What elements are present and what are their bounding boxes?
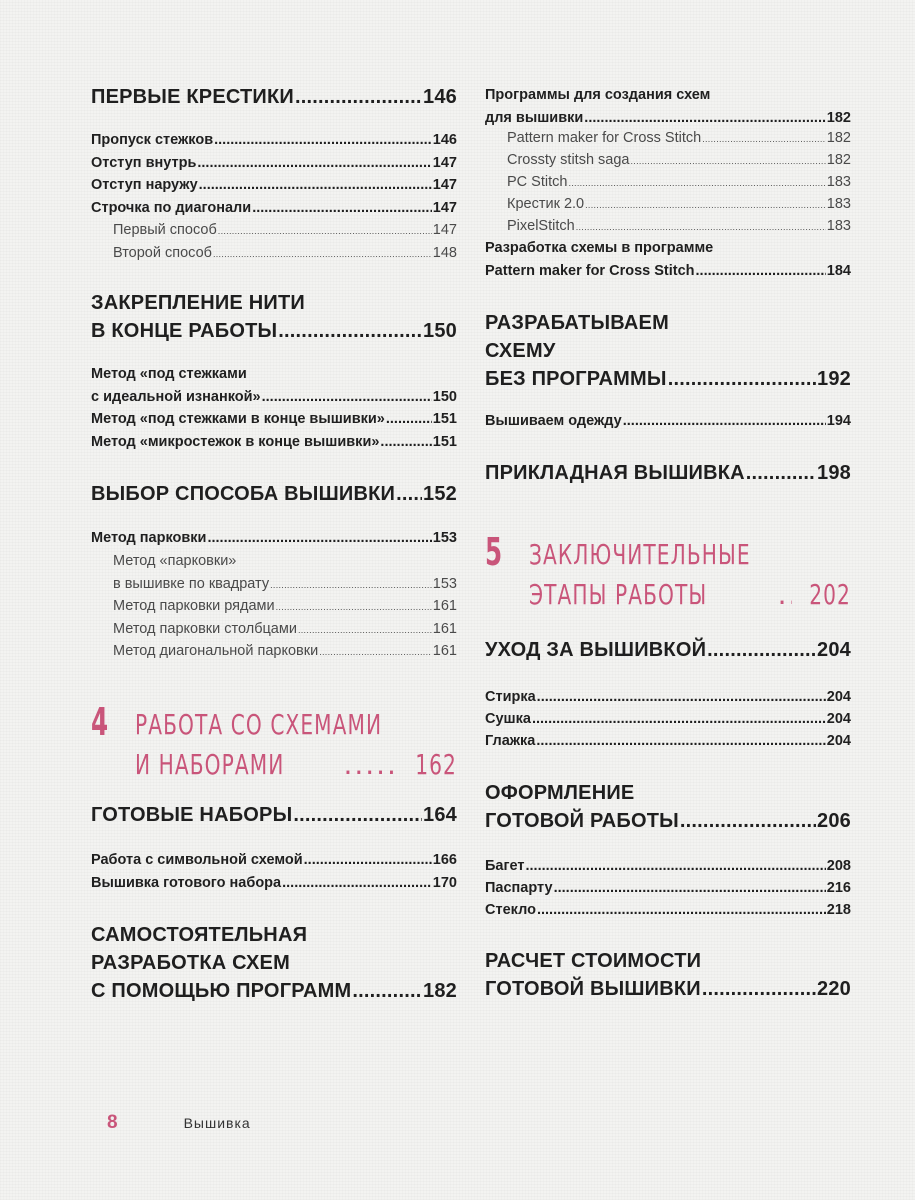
subentry-title: Первый способ (113, 222, 217, 238)
page-ref: 162 (415, 748, 457, 781)
toc-entry[interactable] (485, 84, 851, 129)
page-ref: 152 (423, 483, 457, 505)
dot-leader (537, 686, 826, 709)
subentry-title: PixelStitch (507, 218, 575, 234)
chapter-title: ЭТАПЫ РАБОТЫ (529, 578, 708, 611)
entry-title: Метод «под стежками в конце вышивки» (91, 411, 385, 427)
toc-subentry[interactable] (507, 171, 851, 194)
page-ref: 206 (817, 810, 851, 832)
page-ref: 147 (432, 177, 457, 193)
dot-leader (213, 242, 432, 266)
entry-title: Глажка (485, 733, 536, 749)
entry-title: Вышиваем одежду (485, 413, 622, 429)
page-ref: 184 (826, 262, 851, 279)
dot-leader (386, 408, 432, 431)
chapter-title: И НАБОРАМИ (135, 748, 285, 781)
entry-title: Отступ наружу (91, 177, 198, 193)
section-title: ВЫБОР СПОСОБА ВЫШИВКИ (91, 483, 396, 505)
page-ref: 166 (432, 852, 457, 868)
entry-title: Пропуск стежков (91, 132, 214, 148)
entry-title: Метод «под стежками (91, 366, 247, 382)
dot-leader (352, 977, 422, 1005)
section-title: ГОТОВОЙ ВЫШИВКИ (485, 978, 701, 1000)
toc-subentry[interactable] (113, 242, 457, 265)
toc-entry[interactable] (91, 527, 457, 550)
toc-section[interactable] (485, 459, 851, 487)
toc-section[interactable] (91, 83, 457, 111)
dot-leader (631, 149, 826, 173)
dot-leader (623, 410, 826, 433)
dot-leader (214, 129, 432, 152)
section-title: СХЕМУ (485, 340, 556, 362)
toc-entry[interactable] (91, 431, 457, 454)
dot-leader (278, 317, 422, 345)
page-ref: 183 (826, 218, 851, 234)
page-ref: 146 (423, 86, 457, 108)
page-ref: 182 (423, 980, 457, 1002)
page-ref: 183 (826, 174, 851, 190)
toc-entry[interactable] (485, 237, 851, 282)
section-title: РАЗРАБОТКА СХЕМ (91, 952, 290, 974)
dot-leader (282, 872, 432, 895)
toc-entry[interactable] (485, 708, 851, 731)
dot-leader (707, 636, 816, 664)
section-title: УХОД ЗА ВЫШИВКОЙ (485, 639, 707, 661)
page-ref: 153 (432, 575, 457, 592)
subentry-title: Метод «парковки» (113, 553, 237, 569)
dot-leader (576, 215, 826, 239)
page-ref: 216 (826, 880, 851, 896)
toc-entry[interactable] (485, 899, 851, 922)
section-title: РАЗРАБАТЫВАЕМ (485, 312, 669, 334)
section-title: РАСЧЕТ СТОИМОСТИ (485, 950, 702, 972)
section-title: ЗАКРЕПЛЕНИЕ НИТИ (91, 292, 305, 314)
page-ref: 182 (826, 152, 851, 168)
entry-title: с идеальной изнанкой» (91, 388, 261, 405)
entry-title: Вышивка готового набора (91, 874, 282, 891)
page-ref: 161 (432, 643, 457, 659)
page-ref: 220 (817, 978, 851, 1000)
dot-leader (199, 174, 432, 197)
subentry-title: Метод парковки столбцами (113, 620, 297, 637)
page-number: 8 (107, 1112, 118, 1133)
toc-section[interactable] (91, 480, 457, 508)
section-title: ПЕРВЫЕ КРЕСТИКИ (91, 86, 294, 108)
entry-title: Программы для создания схем (485, 87, 711, 103)
dot-leader (668, 365, 816, 393)
dot-leader (584, 107, 826, 130)
toc-entry[interactable] (485, 730, 851, 753)
page-ref: 161 (432, 598, 457, 614)
page-ref: 147 (432, 199, 457, 216)
section-title: САМОСТОЯТЕЛЬНАЯ (91, 924, 308, 946)
dot-leader (319, 640, 432, 664)
toc-subentry[interactable] (113, 595, 457, 618)
dot-leader (252, 197, 432, 220)
chapter-title: РАБОТА СО СХЕМАМИ (135, 708, 383, 741)
dot-leader (568, 171, 825, 195)
dot-leader (343, 746, 398, 784)
toc-entry[interactable] (485, 686, 851, 709)
page-ref: 202 (809, 578, 851, 611)
page-ref: 198 (817, 462, 851, 484)
toc-section[interactable] (91, 921, 457, 1005)
dot-leader (746, 459, 816, 487)
toc-section[interactable] (485, 779, 851, 835)
page-ref: 204 (817, 639, 851, 661)
section-title: ГОТОВЫЕ НАБОРЫ (91, 804, 293, 826)
entry-title: Багет (485, 858, 525, 874)
entry-title: для вышивки (485, 109, 584, 126)
page-ref: 151 (432, 433, 457, 450)
dot-leader (207, 527, 431, 550)
toc-entry[interactable] (91, 408, 457, 431)
toc-section[interactable] (91, 801, 457, 829)
subentry-title: Второй способ (113, 244, 212, 261)
page-ref: 183 (826, 196, 851, 212)
page-ref: 164 (423, 804, 457, 826)
toc-subentry[interactable] (113, 618, 457, 641)
toc-subentry[interactable] (507, 149, 851, 172)
section-title: С ПОМОЩЬЮ ПРОГРАММ (91, 980, 352, 1002)
toc-section[interactable] (485, 636, 851, 664)
page-ref: 194 (826, 413, 851, 429)
toc-entry[interactable] (91, 152, 457, 175)
entry-title: Стирка (485, 689, 536, 705)
dot-leader (696, 260, 826, 283)
dot-leader (304, 849, 432, 872)
toc-section[interactable] (485, 947, 851, 1003)
page-ref: 151 (432, 411, 457, 427)
section-title: ОФОРМЛЕНИЕ (485, 782, 635, 804)
subentry-title: Pattern maker for Cross Stitch (507, 130, 702, 146)
page-ref: 147 (432, 154, 457, 171)
entry-title: Разработка схемы в программе (485, 240, 714, 256)
subentry-title: PC Stitch (507, 174, 568, 190)
entry-title: Строчка по диагонали (91, 199, 252, 216)
dot-leader (702, 127, 826, 151)
section-title: ГОТОВОЙ РАБОТЫ (485, 810, 679, 832)
entry-title: Сушка (485, 711, 531, 727)
entry-title: Отступ внутрь (91, 154, 197, 171)
page-ref: 150 (432, 388, 457, 405)
page-ref: 150 (423, 320, 457, 342)
running-title: Вышивка (183, 1115, 251, 1131)
page-ref: 153 (432, 530, 457, 546)
entry-title: Работа с символьной схемой (91, 852, 303, 868)
subentry-title: в вышивке по квадрату (113, 575, 270, 592)
toc-entry[interactable] (485, 410, 851, 433)
chapter-title: ЗАКЛЮЧИТЕЛЬНЫЕ (529, 538, 751, 571)
page-ref: 208 (826, 858, 851, 874)
chapter-number: 4 (91, 700, 109, 744)
page-ref: 161 (432, 620, 457, 637)
page-footer (107, 1112, 251, 1136)
toc-section[interactable] (91, 289, 457, 345)
entry-title: Метод парковки (91, 530, 207, 546)
toc-subentry[interactable] (113, 550, 457, 595)
dot-leader (197, 152, 431, 175)
page-ref: 146 (432, 132, 457, 148)
dot-leader (536, 730, 825, 753)
toc-subentry[interactable] (113, 219, 457, 242)
dot-leader (218, 219, 432, 243)
page-ref: 218 (826, 902, 851, 918)
page-ref: 148 (432, 244, 457, 261)
page-ref: 192 (817, 368, 851, 390)
entry-title: Стекло (485, 902, 536, 918)
dot-leader (295, 83, 422, 111)
toc-entry[interactable] (91, 197, 457, 220)
dot-leader (293, 801, 422, 829)
chapter-number: 5 (485, 530, 503, 574)
section-title: В КОНЦЕ РАБОТЫ (91, 320, 278, 342)
toc-entry[interactable] (91, 129, 457, 152)
dot-leader (537, 899, 826, 922)
dot-leader (778, 576, 792, 614)
dot-leader (554, 877, 826, 900)
entry-title: Pattern maker for Cross Stitch (485, 262, 695, 279)
chapter-heading[interactable] (91, 702, 457, 784)
toc-subentry[interactable] (113, 640, 457, 663)
dot-leader (270, 573, 432, 597)
toc-subentry[interactable] (507, 215, 851, 238)
page-ref: 182 (826, 109, 851, 126)
dot-leader (526, 855, 826, 878)
toc-entry[interactable] (91, 849, 457, 872)
toc-section[interactable] (485, 309, 851, 393)
toc-subentry[interactable] (507, 127, 851, 150)
section-title: БЕЗ ПРОГРАММЫ (485, 368, 667, 390)
section-title: ПРИКЛАДНАЯ ВЫШИВКА (485, 462, 745, 484)
chapter-heading[interactable] (485, 532, 851, 614)
toc-entry[interactable] (91, 174, 457, 197)
dot-leader (585, 193, 826, 217)
dot-leader (262, 386, 432, 409)
toc-entry[interactable] (485, 855, 851, 878)
page-ref: 204 (826, 733, 851, 749)
page-ref: 170 (432, 874, 457, 891)
subentry-title: Метод диагональной парковки (113, 643, 319, 659)
page-ref: 204 (826, 711, 851, 727)
dot-leader (380, 431, 431, 454)
toc-entry[interactable] (91, 872, 457, 895)
page-ref: 147 (432, 222, 457, 238)
subentry-title: Метод парковки рядами (113, 598, 275, 614)
dot-leader (396, 480, 422, 508)
page-ref: 182 (826, 130, 851, 146)
dot-leader (680, 807, 816, 835)
subentry-title: Crossty stitsh saga (507, 152, 630, 168)
toc-entry[interactable] (91, 363, 457, 408)
toc-subentry[interactable] (507, 193, 851, 216)
toc-entry[interactable] (485, 877, 851, 900)
subentry-title: Крестик 2.0 (507, 196, 585, 212)
entry-title: Паспарту (485, 880, 553, 896)
dot-leader (298, 618, 432, 642)
entry-title: Метод «микростежок в конце вышивки» (91, 433, 380, 450)
dot-leader (276, 595, 432, 619)
page-ref: 204 (826, 689, 851, 705)
dot-leader (532, 708, 826, 731)
dot-leader (702, 975, 816, 1003)
